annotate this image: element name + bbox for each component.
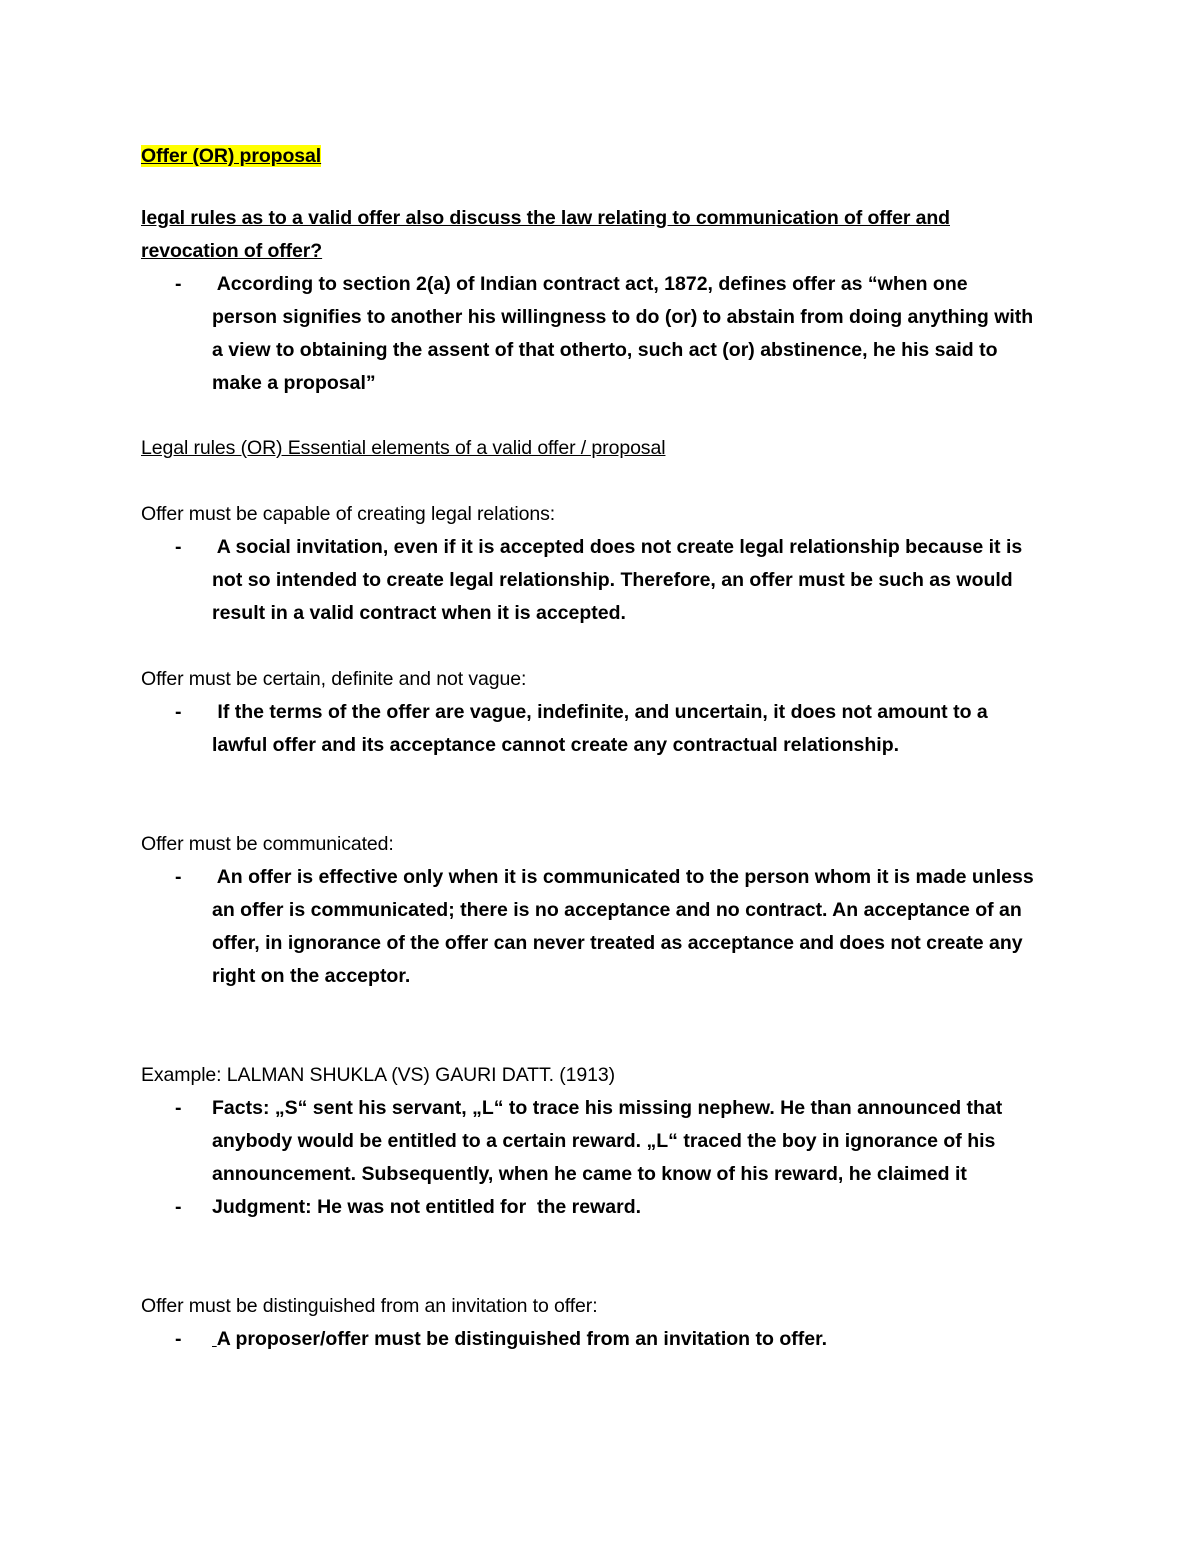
example-judgment-bullet [0, 1191, 1200, 1224]
definition-text [212, 268, 1072, 400]
example-heading: Example: LALMAN SHUKLA (VS) GAURI DATT. (1913) [141, 1064, 616, 1086]
definition-line: According to section 2(a) of Indian contract act, 1872, defines offer as “when one [212, 273, 968, 295]
rule4-line [212, 1323, 1072, 1356]
definition-bullet [0, 268, 1200, 400]
bullet-dash: - [175, 866, 182, 888]
rule1-text [212, 531, 1072, 630]
rule1-bullet [0, 531, 1200, 630]
document-title [141, 140, 321, 173]
example-facts-text [212, 1092, 1072, 1191]
rule4-heading: Offer must be distinguished from an invitation to offer: [141, 1295, 598, 1317]
rule1-line: A social invitation, even if it is accepted does not create legal relationship because it is [212, 536, 1023, 558]
rule2-line: If the terms of the offer are vague, indefinite, and uncertain, it does not amount to a [212, 701, 988, 723]
rule4-text [212, 1323, 1072, 1356]
bullet-dash: - [175, 273, 182, 295]
definition-line: a view to obtaining the assent of that otherto, such act (or) abstinence, he his said to [212, 339, 998, 361]
example-facts-bullet [0, 1092, 1200, 1191]
title-highlight: Offer (OR) proposal [141, 145, 322, 167]
rule4-bullet [0, 1323, 1200, 1356]
rule4-line-text: A proposer/offer must be distinguished from an invitation to offer. [216, 1328, 828, 1350]
rule2-text [212, 696, 1072, 762]
example-judgment-text [212, 1191, 1072, 1224]
facts-line: announcement. Subsequently, when he came to know of his reward, he claimed it [212, 1163, 967, 1185]
definition-line: person signifies to another his willingness to do (or) to abstain from doing anything with [212, 306, 1034, 328]
judgment-line: Judgment: He was not entitled for the reward. [212, 1196, 642, 1218]
facts-line: Facts: „S“ sent his servant, „L“ to trace his missing nephew. He than announced that [212, 1097, 1003, 1119]
bullet-dash: - [175, 701, 182, 723]
rule3-heading: Offer must be communicated: [141, 833, 394, 855]
bullet-dash: - [175, 1097, 182, 1119]
facts-line: anybody would be entitled to a certain reward. „L“ traced the boy in ignorance of his [212, 1130, 996, 1152]
bullet-dash: - [175, 1196, 182, 1218]
rule1-line: result in a valid contract when it is accepted. [212, 602, 626, 624]
rule3-text [212, 861, 1072, 993]
rule2-heading: Offer must be certain, definite and not vague: [141, 668, 527, 690]
rule2-line: lawful offer and its acceptance cannot create any contractual relationship. [212, 734, 900, 756]
rule2-bullet [0, 696, 1200, 762]
rule3-line: right on the acceptor. [212, 965, 411, 987]
bullet-dash: - [175, 1328, 182, 1350]
rule3-line: offer, in ignorance of the offer can never treated as acceptance and does not create any [212, 932, 1023, 954]
rule3-line: an offer is communicated; there is no acceptance and no contract. An acceptance of an [212, 899, 1022, 921]
question-line-2: revocation of offer? [141, 240, 323, 262]
rule3-line: An offer is effective only when it is communicated to the person whom it is made unless [212, 866, 1034, 888]
question-line-1: legal rules as to a valid offer also discuss the law relating to communication of offer and [141, 207, 950, 229]
rules-heading: Legal rules (OR) Essential elements of a valid offer / proposal [141, 437, 666, 459]
rule1-line: not so intended to create legal relationship. Therefore, an offer must be such as would [212, 569, 1013, 591]
bullet-dash: - [175, 536, 182, 558]
rule1-heading: Offer must be capable of creating legal relations: [141, 503, 556, 525]
rule3-bullet [0, 861, 1200, 993]
definition-line: make a proposal” [212, 372, 376, 394]
